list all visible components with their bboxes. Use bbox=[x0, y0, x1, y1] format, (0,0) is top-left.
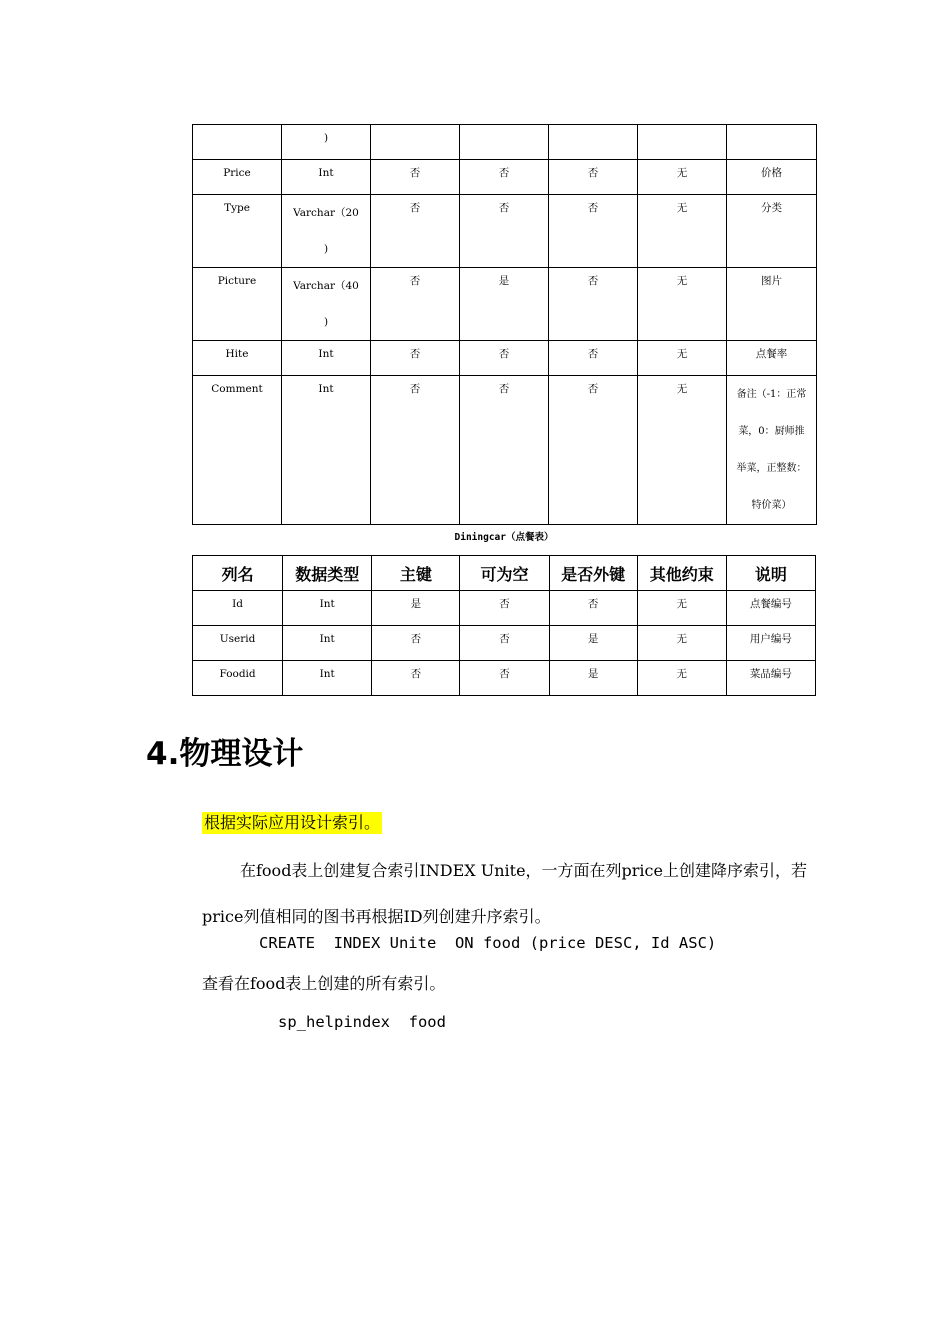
table-row: ) bbox=[193, 125, 817, 160]
column-header: 其他约束 bbox=[637, 556, 726, 591]
table-row: Picture Varchar（40 ) 否 是 否 无 图片 bbox=[193, 268, 817, 341]
table-row: Price Int 否 否 否 无 价格 bbox=[193, 160, 817, 195]
table-row: Type Varchar（20 ) 否 否 否 无 分类 bbox=[193, 195, 817, 268]
table-header-row bbox=[193, 556, 816, 591]
table-caption: Diningcar（点餐表） bbox=[454, 532, 554, 543]
table-row: Hite Int 否 否 否 无 点餐率 bbox=[193, 341, 817, 376]
section-heading: 4.物理设计 bbox=[146, 736, 304, 772]
column-header: 可为空 bbox=[460, 556, 549, 591]
diningcar-table bbox=[192, 555, 816, 696]
column-header: 主键 bbox=[372, 556, 460, 591]
table-row: Comment Int 否 否 否 无 备注（-1：正常菜，0：厨师推举菜，正整数：特价菜） bbox=[193, 376, 817, 525]
column-header: 说明 bbox=[726, 556, 815, 591]
highlighted-text: 根据实际应用设计索引。 bbox=[204, 813, 381, 832]
paragraph: 在food表上创建复合索引INDEX Unite，一方面在列price上创建降序索引，若price列值相同的图书再根据ID列创建升序索引。 bbox=[202, 861, 807, 926]
code-line: CREATE INDEX Unite ON food (price DESC, Id ASC) bbox=[259, 934, 717, 952]
column-header: 列名 bbox=[193, 556, 283, 591]
table-row: Id Int 是 否 否 无 点餐编号 bbox=[193, 591, 816, 626]
table-row: Foodid Int 否 否 是 无 菜品编号 bbox=[193, 661, 816, 696]
code-line: sp_helpindex food bbox=[278, 1013, 446, 1031]
column-header: 是否外键 bbox=[549, 556, 637, 591]
table-row: Userid Int 否 否 是 无 用户编号 bbox=[193, 626, 816, 661]
paragraph: 查看在food表上创建的所有索引。 bbox=[202, 974, 446, 993]
column-header: 数据类型 bbox=[283, 556, 372, 591]
food-table-continued bbox=[192, 124, 817, 525]
